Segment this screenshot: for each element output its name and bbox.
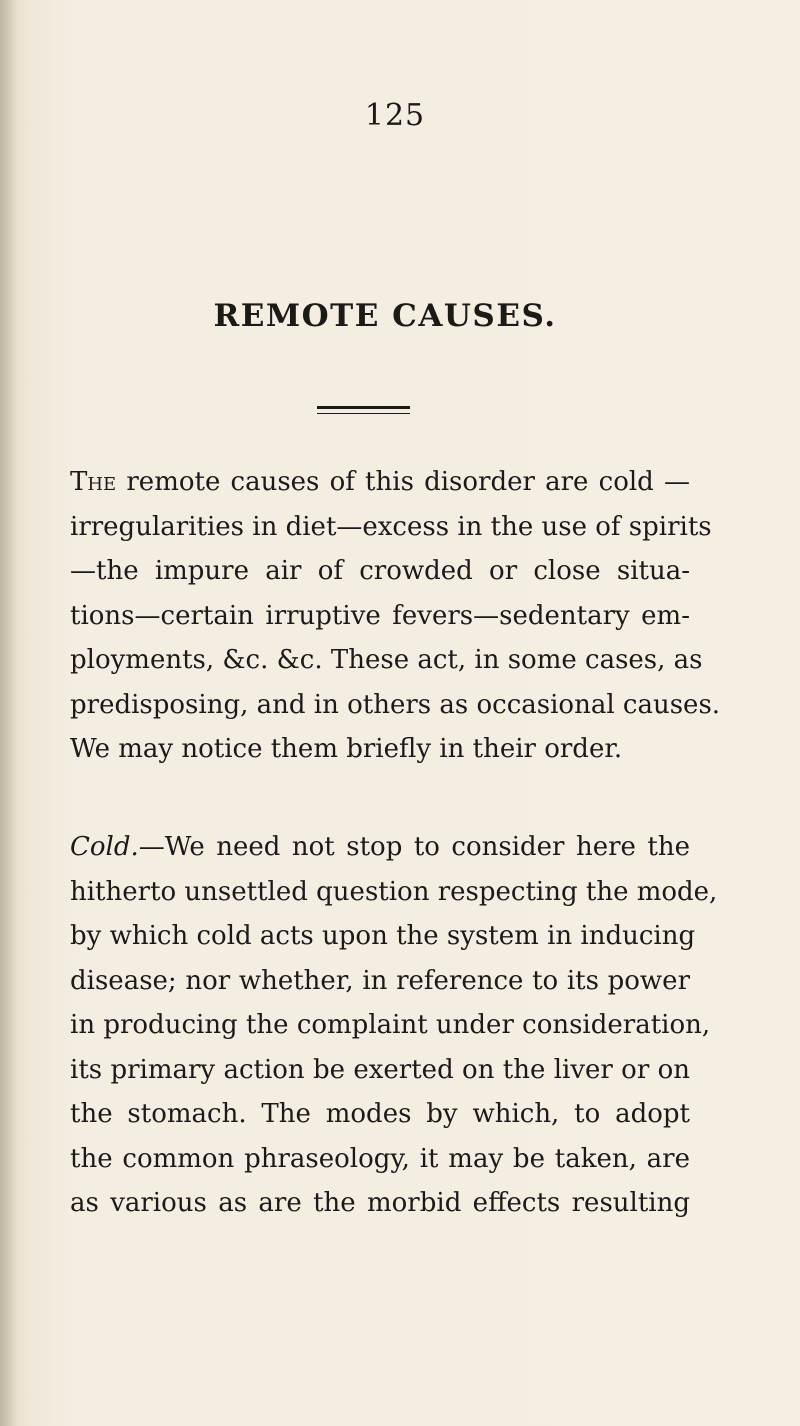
lead-word: The <box>70 467 117 497</box>
text-line: ployments, &c. &c. These act, in some cases, as <box>70 645 703 675</box>
text-line: hitherto unsettled question respecting the mode, <box>70 876 718 907</box>
binding-shadow <box>0 0 18 1426</box>
text-line: We may notice them briefly in their order. <box>70 734 623 764</box>
text-line: tions—certain irruptive fevers—sedentary em- <box>70 600 690 631</box>
heading-rule-thin <box>317 413 410 414</box>
text-line: as various as are the morbid effects resulting <box>70 1188 690 1218</box>
text-line: irregularities in diet—excess in the use of spirits <box>70 511 712 542</box>
text-line: The remote causes of this disorder are cold — <box>70 467 690 497</box>
lead-word: Cold. <box>70 832 139 862</box>
text-line: the stomach. The modes by which, to adopt <box>70 1099 690 1129</box>
text-line: the common phraseology, it may be taken, are <box>70 1143 690 1174</box>
text-line: in producing the complaint under consideration, <box>70 1010 711 1040</box>
page-number: 125 <box>364 98 426 133</box>
text-line: by which cold acts upon the system in inducing <box>70 921 696 951</box>
text-line: predisposing, and in others as occasional causes. <box>70 689 721 720</box>
text-line: disease; nor whether, in reference to its power <box>70 965 690 996</box>
heading-rule-thick <box>317 406 410 409</box>
paragraph-remote-causes <box>70 460 721 772</box>
text-line: Cold.—We need not stop to consider here the <box>70 832 690 862</box>
text-line: its primary action be exerted on the liver or on <box>70 1054 690 1085</box>
section-heading: REMOTE CAUSES. <box>213 298 557 334</box>
paragraph-cold <box>70 825 718 1226</box>
text-line: —the impure air of crowded or close situa- <box>70 556 690 586</box>
